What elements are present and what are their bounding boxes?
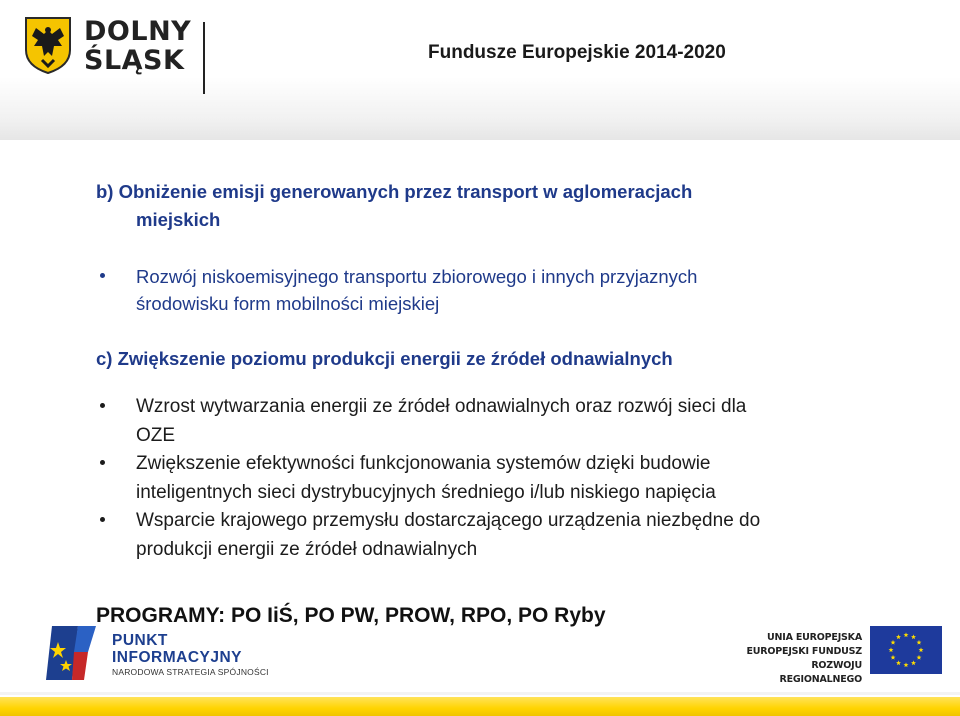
eu-line1: UNIA EUROPEJSKA [767,632,862,643]
bullet-icon [100,517,105,522]
eagle-crest-icon [24,16,72,74]
brand-line-1: DOLNY [84,16,192,47]
programs-line: PROGRAMY: PO IiŚ, PO PW, PROW, RPO, PO Ryby [96,604,606,627]
footer-yellow-bar [0,697,960,716]
punkt-informacyjny-text [112,633,269,678]
list-item [96,450,856,507]
section-b-heading-line2: miejskich [136,209,221,230]
section-b-heading-line1: b) Obniżenie emisji generowanych przez transport w aglomeracjach [96,181,693,202]
bullet-text-line1: Zwiększenie efektywności funkcjonowania systemów dzięki budowie [136,453,711,474]
brand-logo-text [84,18,191,74]
list-item [96,263,856,317]
section-b-bullet-list [96,263,856,317]
eu-flag-icon [870,626,942,674]
section-c-bullet-list [96,393,856,564]
header-title: Fundusze Europejskie 2014-2020 [428,42,726,63]
eu-line3: ROZWOJU REGIONALNEGO [779,660,862,685]
section-c-heading: c) Zwiększenie poziomu produkcji energii ze źródeł odnawialnych [96,348,673,369]
list-item [96,507,856,564]
bullet-text-line2: inteligentnych sieci dystrybucyjnych średniego i/lub niskiego napięcia [136,481,716,503]
list-item [96,393,856,450]
pi-line2: INFORMACYJNY [112,649,243,666]
eu-line2: EUROPEJSKI FUNDUSZ [746,646,862,657]
punkt-informacyjny-logo-icon [44,622,104,682]
slide-header [0,0,960,140]
bullet-icon [100,460,105,465]
header-divider [203,22,205,94]
bullet-icon [100,273,105,278]
brand-line-2: ŚLĄSK [84,45,185,76]
bullet-text-line1: Wzrost wytwarzania energii ze źródeł odnawialnych oraz rozwój sieci dla [136,396,747,417]
bullet-text-line1: Rozwój niskoemisyjnego transportu zbiorowego i innych przyjaznych [136,266,698,287]
footer-divider [0,692,960,695]
eu-fund-text [738,631,862,687]
bullet-text-line2: środowisku form mobilności miejskiej [136,293,440,314]
pi-line3: NARODOWA STRATEGIA SPÓJNOŚCI [112,667,269,677]
bullet-text-line1: Wsparcie krajowego przemysłu dostarczającego urządzenia niezbędne do [136,510,761,531]
bullet-text-line2: OZE [136,424,176,446]
slide-content [96,178,856,564]
bullet-icon [100,403,105,408]
pi-line1: PUNKT [112,632,168,649]
bullet-text-line2: produkcji energii ze źródeł odnawialnych [136,538,478,560]
section-b-heading [96,178,856,234]
